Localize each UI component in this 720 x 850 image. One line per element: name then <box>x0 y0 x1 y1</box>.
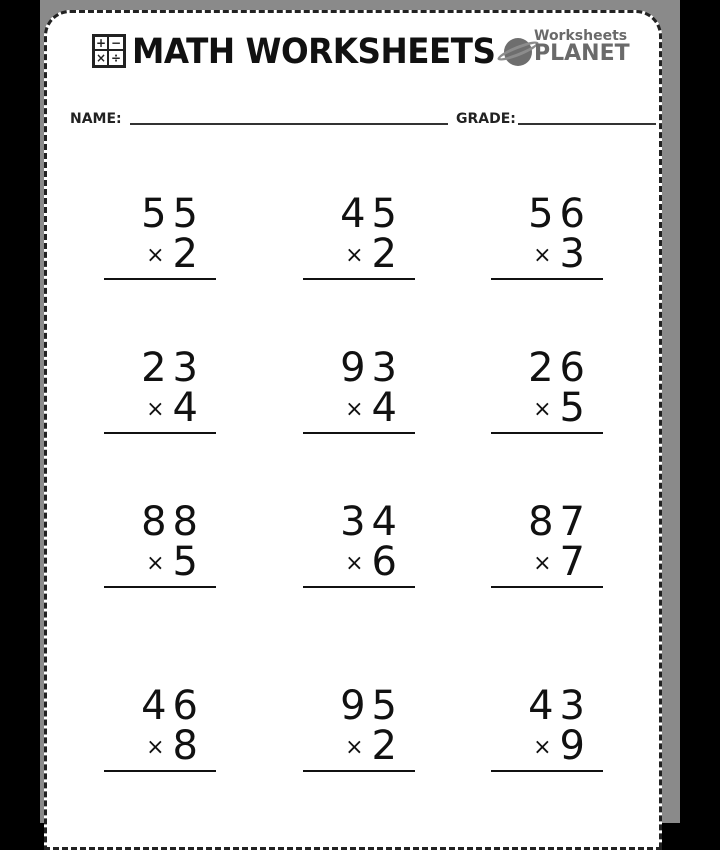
answer-line[interactable] <box>303 586 415 588</box>
multiplier-row <box>345 232 403 276</box>
multiplicand: 56 <box>528 191 591 237</box>
times-sign: × <box>146 243 165 268</box>
multiplier: 4 <box>172 385 204 431</box>
multiplicand: 26 <box>528 345 591 391</box>
multiplier-row <box>146 724 204 768</box>
multiplier-row <box>146 232 204 276</box>
name-field-line[interactable] <box>130 123 448 125</box>
times-sign: × <box>345 735 364 760</box>
multiplier-row <box>345 540 403 584</box>
multiplicand: 46 <box>141 683 204 729</box>
grade-field-line[interactable] <box>518 123 656 125</box>
multiplier: 6 <box>371 539 403 585</box>
multiplicand: 45 <box>340 191 403 237</box>
calculator-icon <box>92 34 126 68</box>
multiplier: 2 <box>371 723 403 769</box>
minus-symbol: − <box>110 36 122 50</box>
multiplicand: 43 <box>528 683 591 729</box>
multiplier: 4 <box>371 385 403 431</box>
multiplicand: 23 <box>141 345 204 391</box>
answer-line[interactable] <box>104 770 216 772</box>
multiplier-row <box>345 386 403 430</box>
multiplication-problem <box>104 500 216 592</box>
answer-line[interactable] <box>491 586 603 588</box>
multiplicand: 55 <box>141 191 204 237</box>
multiplier: 9 <box>559 723 591 769</box>
multiplier-row <box>533 232 591 276</box>
answer-line[interactable] <box>491 432 603 434</box>
multiplier-row <box>533 724 591 768</box>
answer-line[interactable] <box>104 432 216 434</box>
times-sign: × <box>533 551 552 576</box>
page-title: MATH WORKSHEETS <box>132 32 496 72</box>
multiplier: 2 <box>371 231 403 277</box>
brand-logo <box>496 26 630 74</box>
answer-line[interactable] <box>491 770 603 772</box>
divide-symbol: ÷ <box>110 51 122 65</box>
multiplier: 2 <box>172 231 204 277</box>
multiplier-row <box>533 540 591 584</box>
times-sign: × <box>146 735 165 760</box>
logo-text-top: Worksheets <box>534 28 628 44</box>
times-sign: × <box>533 397 552 422</box>
multiplicand: 34 <box>340 499 403 545</box>
logo-text-bottom: PLANET <box>534 41 630 66</box>
multiplication-problem <box>104 192 216 284</box>
multiplication-problem <box>303 346 415 438</box>
times-sign: × <box>533 735 552 760</box>
multiplication-problem <box>303 192 415 284</box>
multiplier: 5 <box>559 385 591 431</box>
times-sign: × <box>533 243 552 268</box>
answer-line[interactable] <box>303 278 415 280</box>
multiplier-row <box>533 386 591 430</box>
multiplication-problem <box>104 346 216 438</box>
answer-line[interactable] <box>303 432 415 434</box>
times-sign: × <box>345 243 364 268</box>
multiplier: 5 <box>172 539 204 585</box>
multiplication-problem <box>491 192 603 284</box>
multiplier: 3 <box>559 231 591 277</box>
multiplication-problem <box>491 500 603 592</box>
multiplier-row <box>146 386 204 430</box>
multiplication-problem <box>303 684 415 776</box>
plus-symbol: + <box>95 37 109 51</box>
multiplicand: 93 <box>340 345 403 391</box>
multiplication-problem <box>303 500 415 592</box>
multiplication-problem <box>491 684 603 776</box>
answer-line[interactable] <box>303 770 415 772</box>
multiplication-problem <box>491 346 603 438</box>
answer-line[interactable] <box>104 278 216 280</box>
times-sign: × <box>345 551 364 576</box>
multiplier: 7 <box>559 539 591 585</box>
name-label: NAME: <box>70 111 122 127</box>
multiplicand: 95 <box>340 683 403 729</box>
worksheet-header <box>92 30 640 78</box>
multiplicand: 88 <box>141 499 204 545</box>
multiplicand: 87 <box>528 499 591 545</box>
times-sign: × <box>146 551 165 576</box>
times-symbol: × <box>95 51 109 65</box>
answer-line[interactable] <box>491 278 603 280</box>
multiplication-problem <box>104 684 216 776</box>
grade-label: GRADE: <box>456 111 516 127</box>
multiplier-row <box>345 724 403 768</box>
times-sign: × <box>146 397 165 422</box>
answer-line[interactable] <box>104 586 216 588</box>
multiplier-row <box>146 540 204 584</box>
multiplier: 8 <box>172 723 204 769</box>
times-sign: × <box>345 397 364 422</box>
